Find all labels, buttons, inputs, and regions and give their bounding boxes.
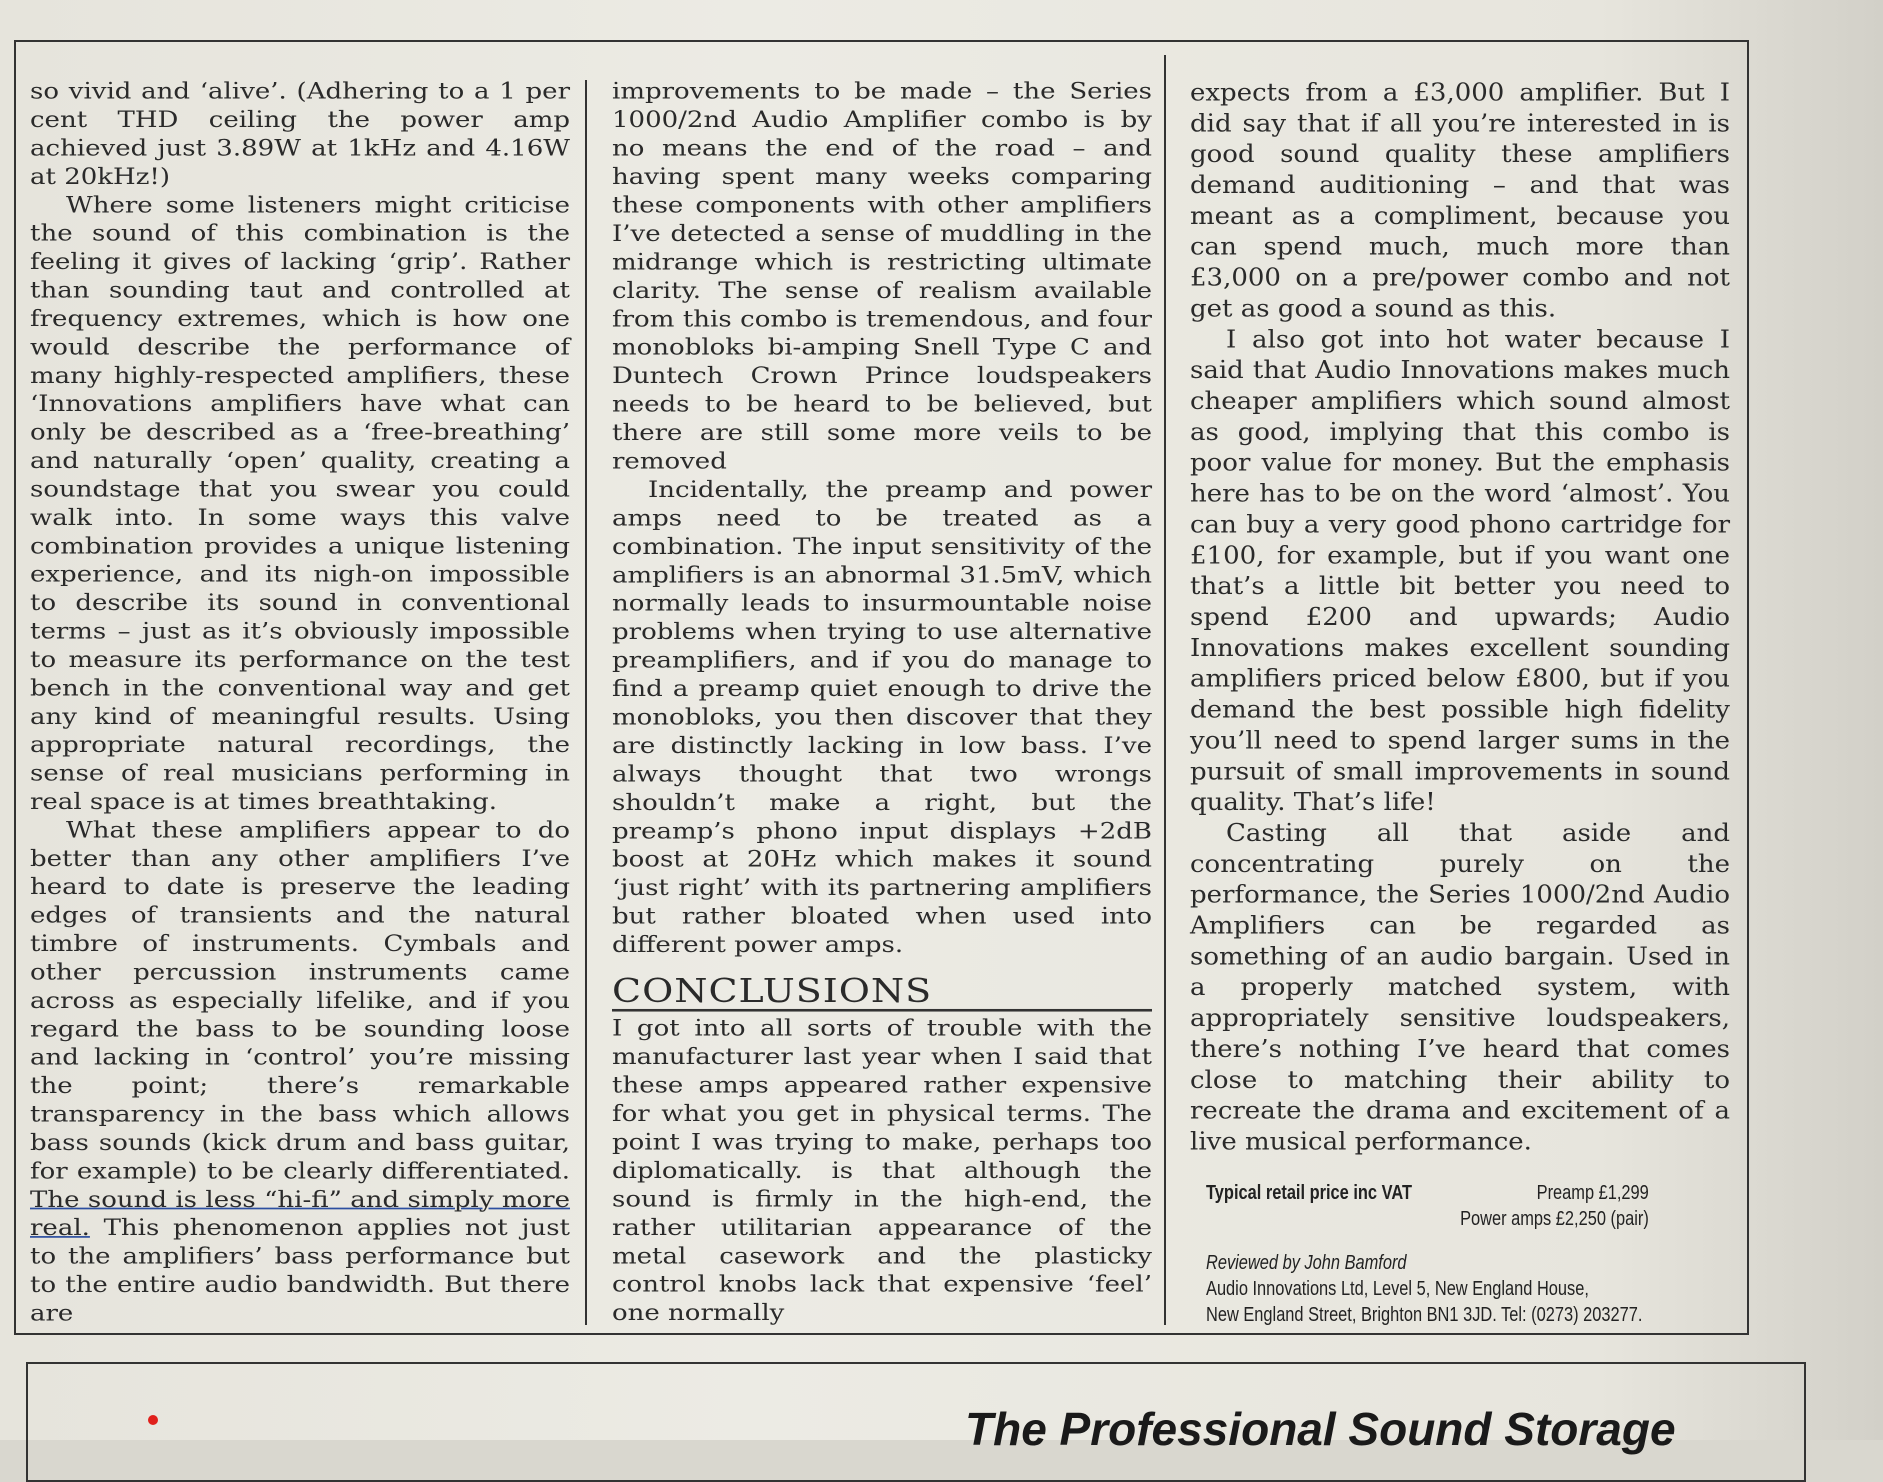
text-run: This phenomenon applies not just to the amplifiers’ bass performance but to the entire audio bandwidth. But there are [30, 1215, 570, 1327]
article-column-2 [612, 78, 1152, 1328]
article-column-3 [1190, 78, 1730, 1158]
reviewer-credit: Reviewed by John Bamford [1206, 1252, 1407, 1274]
red-dot-mark [148, 1415, 158, 1425]
section-heading: CONCLUSIONS [612, 977, 1152, 1011]
product-info-box [1206, 1180, 1649, 1328]
text-run: What these amplifiers appear to do better than any other amplifiers I’ve heard to date is preserve the leading edges of transients and the natural timbre of instruments. Cymbals and other percussion instruments came across as especially lifelike, and if you regard the bass to be sounding loose and lacking in ‘control’ you’re missing the point; there’s remarkable transparency in the bass which allows bass sounds (kick drum and bass guitar, for example) to be clearly differentiated. [30, 817, 570, 1185]
paragraph: Casting all that aside and concentrating purely on the performance, the Series 1000/2nd Audio Amplifiers can be regarded as something of an audio bargain. Used in a properly matched system, with appropriately sensitive loudspeakers, there’s nothing I’ve heard that comes close to matching their ability to recreate the drama and excitement of a live musical performance. [1190, 819, 1730, 1157]
paragraph: I got into all sorts of trouble with the manufacturer last year when I said that these amps appeared rather expensive for what you get in physical terms. The point I was trying to make, perhaps too diplomatically. is that although the sound is firmly in the high-end, the rather utilitarian appearance of the metal casework and the plasticky control knobs lack that expensive ‘feel’ one normally [612, 1015, 1152, 1327]
price-row [1206, 1180, 1649, 1232]
preamp-price: Preamp £1,299 [1536, 1182, 1649, 1204]
paragraph: I also got into hot water because I said that Audio Innovations makes much cheaper amplifiers which sound almost as good, implying that this combo is poor value for money. But the emphasis here has to be on the word ‘almost’. You can buy a very good phono cartridge for £100, for example, but if you want one that’s a little bit better you need to spend £200 and upwards; Audio Innovations makes excellent sounding amplifiers priced below £800, but if you demand the best possible high fidelity you’ll need to spend larger sums in the pursuit of small improvements in sound quality. That’s life! [1190, 325, 1730, 817]
advert-title: The Professional Sound Storage [965, 1403, 1676, 1455]
price-label: Typical retail price inc VAT [1206, 1182, 1412, 1204]
underlined-sentence: The sound is less “hi-fi” and simply more real. [30, 1186, 570, 1242]
paragraph [30, 817, 570, 1328]
paragraph: so vivid and ‘alive’. (Adhering to a 1 per cent THD ceiling the power amp achieved just 3.89W at 1kHz and 4.16W at 20kHz!) [30, 78, 570, 190]
article-column-1 [30, 78, 570, 1328]
address-line: New England Street, Brighton BN1 3JD. Tel: (0273) 203277. [1206, 1304, 1643, 1326]
paragraph: improvements to be made – the Series 1000/2nd Audio Amplifier combo is by no means the end of the road – and having spent many weeks comparing these components with other amplifiers I’ve detected a sense of muddling in the midrange which is restricting ultimate clarity. The sense of realism available from this combo is tremendous, and four monobloks bi-amping Snell Type C and Duntech Crown Prince loudspeakers needs to be heard to be believed, but there are still some more veils to be removed [612, 78, 1152, 475]
price-list [1460, 1180, 1649, 1232]
paragraph: expects from a £3,000 amplifier. But I did say that if all you’re interested in is good sound quality these amplifiers demand auditioning – and that was meant as a compliment, because you can spend much, much more than £3,000 on a pre/power combo and not get as good a sound as this. [1190, 78, 1730, 323]
power-amp-price: Power amps £2,250 (pair) [1460, 1208, 1649, 1230]
column-rule [1164, 55, 1166, 1325]
column-rule [585, 80, 587, 1325]
address-line: Audio Innovations Ltd, Level 5, New England House, [1206, 1278, 1589, 1300]
paragraph: Where some listeners might criticise the sound of this combination is the feeling it gives of lacking ‘grip’. Rather than sounding taut and controlled at frequency extremes, which is how one would describe the performance of many highly-respected amplifiers, these ‘Innovations amplifiers have what can only be described as a ‘free-breathing’ and naturally ‘open’ quality, creating a soundstage that you swear you could walk into. In some ways this valve combination provides a unique listening experience, and its nigh-on impossible to describe its sound in conventional terms – just as it’s obviously impossible to measure its performance on the test bench in the conventional way and get any kind of meaningful results. Using appropriate natural recordings, the sense of real musicians performing in real space is at times breathtaking. [30, 192, 570, 816]
paragraph: Incidentally, the preamp and power amps need to be treated as a combination. The input sensitivity of the amplifiers is an abnormal 31.5mV, which normally leads to insurmountable noise problems when trying to use alternative preamplifiers, and if you do manage to find a preamp quiet enough to drive the monobloks, you then discover that they are distinctly lacking in low bass. I’ve always thought that two wrongs shouldn’t make a right, but the preamp’s phono input displays +2dB boost at 20Hz which makes it sound ‘just right’ with its partnering amplifiers but rather bloated when used into different power amps. [612, 477, 1152, 959]
